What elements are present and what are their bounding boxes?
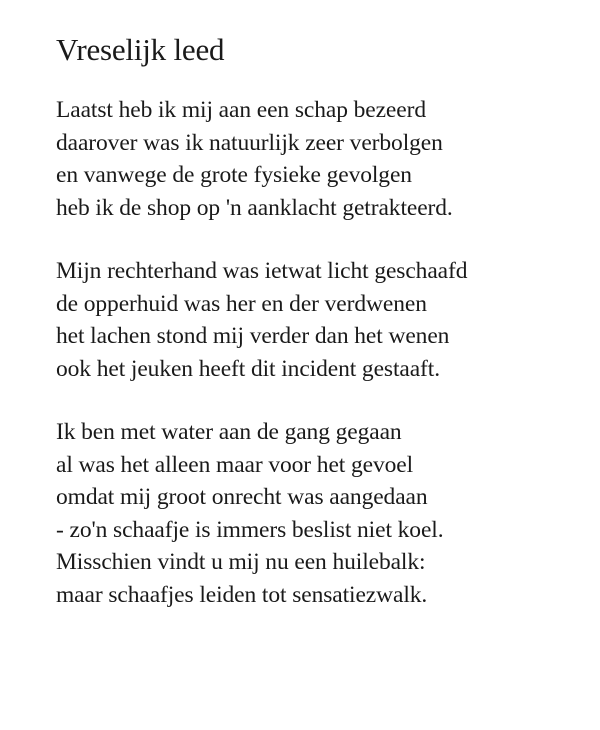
stanza-1 <box>56 94 586 224</box>
poem-line: het lachen stond mij verder dan het wenen <box>56 323 450 349</box>
poem-title: Vreselijk leed <box>56 32 225 67</box>
stanza-2 <box>56 255 586 385</box>
poem-line: Mijn rechterhand was ietwat licht geschaafd <box>56 258 468 284</box>
poem-line: omdat mij groot onrecht was aangedaan <box>56 484 428 510</box>
poem-line: daarover was ik natuurlijk zeer verbolgen <box>56 129 443 156</box>
poem-line: - zo'n schaafje is immers beslist niet koel. <box>56 516 444 543</box>
poem-line: heb ik de shop op 'n aanklacht getrakteerd. <box>56 194 453 221</box>
poem-line: Misschien vindt u mij nu een huilebalk: <box>56 549 426 575</box>
poem-line: Laatst heb ik mij aan een schap bezeerd <box>56 97 426 123</box>
poem-line: al was het alleen maar voor het gevoel <box>56 451 414 478</box>
poem-page <box>56 30 586 642</box>
poem-line: maar schaafjes leiden tot sensatiezwalk. <box>56 581 428 608</box>
poem-body <box>56 94 586 611</box>
poem-line: Ik ben met water aan de gang gegaan <box>56 419 402 445</box>
poem-line: de opperhuid was her en der verdwenen <box>56 290 427 317</box>
stanza-3 <box>56 416 586 611</box>
poem-line: en vanwege de grote fysieke gevolgen <box>56 162 412 188</box>
poem-line: ook het jeuken heeft dit incident gestaaft. <box>56 355 440 382</box>
